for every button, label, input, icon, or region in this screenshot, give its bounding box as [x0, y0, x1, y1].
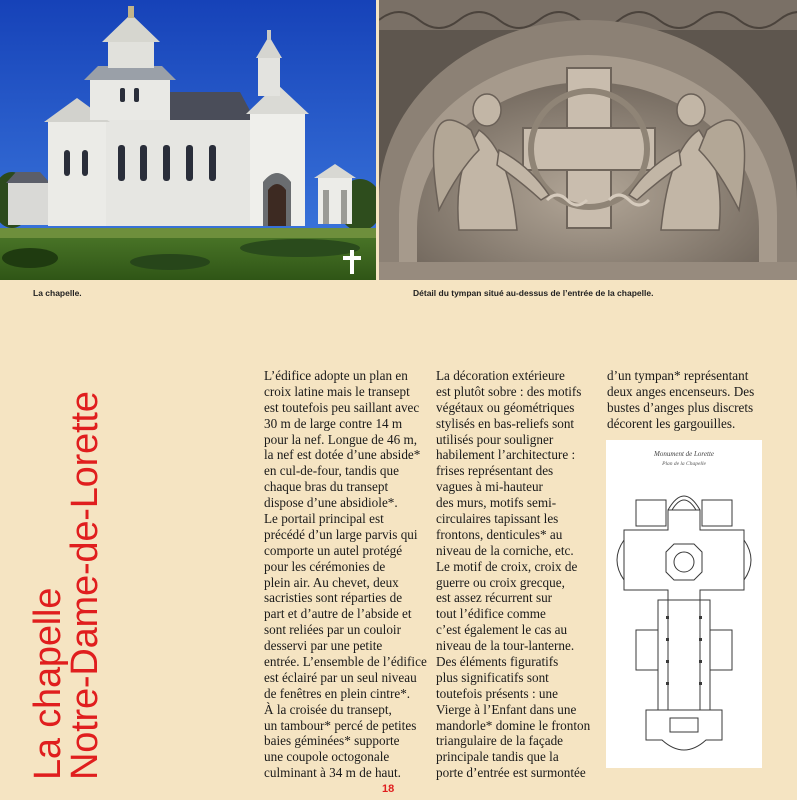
text-line: deux anges encenseurs. Des: [607, 383, 755, 399]
text-line: pour la nef. Longue de 46 m,: [264, 431, 418, 447]
text-line: frises représentant des: [436, 463, 554, 479]
page-title-line1: La chapelle: [27, 587, 69, 780]
text-line: comporte un autel protégé: [264, 542, 403, 558]
text-line: croix latine mais le transept: [264, 383, 410, 399]
text-line: d’un tympan* représentant: [607, 368, 749, 383]
text-line: Des éléments figuratifs: [436, 654, 559, 670]
floor-plan-heading-2: Plan de la Chapelle: [662, 461, 706, 467]
text-line: plus significatifs sont: [436, 669, 549, 685]
text-line: végétaux ou géométriques: [436, 399, 575, 415]
text-line: part et d’autre de l’abside et: [264, 606, 412, 622]
text-line: plein air. Au chevet, deux: [264, 574, 399, 590]
text-line: La décoration extérieure: [436, 368, 565, 383]
text-line: À la croisée du transept,: [264, 701, 392, 717]
text-line: une coupole octogonale: [264, 749, 390, 765]
text-line: principale tandis que la: [436, 749, 559, 765]
text-line: est toutefois peu saillant avec: [264, 399, 420, 415]
tympanum-photo-caption: Détail du tympan situé au-dessus de l’entrée de la chapelle.: [413, 288, 654, 298]
text-line: sont reliées par un couloir: [264, 622, 401, 638]
text-column-1: [264, 368, 427, 781]
chapel-illustration: [0, 0, 376, 280]
text-line: pour les cérémonies de: [264, 558, 386, 574]
chapel-photo: [0, 0, 376, 280]
text-line: porte d’entrée est surmontée: [436, 765, 586, 781]
text-line: Le motif de croix, croix de: [436, 558, 578, 574]
text-line: vagues à mi-hauteur: [436, 479, 543, 495]
text-line: est éclairé par un seul niveau: [264, 669, 417, 685]
tympanum-illustration: [379, 0, 797, 280]
text-column-3: [607, 368, 754, 432]
text-line: en cul-de-four, tandis que: [264, 463, 399, 479]
text-column-2: [436, 368, 590, 781]
page-number: 18: [382, 783, 395, 795]
text-line: entrée. L’ensemble de l’édifice: [264, 654, 427, 670]
text-line: Vierge à l’Enfant dans une: [436, 701, 577, 717]
floor-plan-heading-1: Monument de Lorette: [653, 450, 715, 458]
text-line: mandorle* domine le fronton: [436, 717, 591, 733]
text-line: précédé d’un large parvis qui: [264, 526, 418, 542]
text-line: stylisés en bas-reliefs sont: [436, 415, 575, 431]
text-line: de fenêtres en plein cintre*.: [264, 685, 411, 701]
text-line: est assez récurrent sur: [436, 590, 553, 606]
page-title: [27, 391, 106, 780]
text-line: sacristies sont réparties de: [264, 590, 403, 606]
text-line: un tambour* percé de petites: [264, 717, 417, 733]
text-line: tout l’édifice comme: [436, 606, 546, 622]
text-line: niveau de la tour-lanterne.: [436, 638, 575, 654]
floor-plan-drawing: [606, 440, 762, 768]
text-line: L’édifice adopte un plan en: [264, 368, 408, 383]
text-line: c’est également le cas au: [436, 622, 568, 638]
text-line: est plutôt sobre : des motifs: [436, 383, 582, 399]
text-line: guerre ou croix grecque,: [436, 574, 565, 590]
text-line: desservi par une petite: [264, 638, 383, 654]
text-line: culminant à 34 m de haut.: [264, 765, 401, 781]
text-line: bustes d’anges plus discrets: [607, 399, 754, 415]
text-line: baies géminées* supporte: [264, 733, 400, 749]
text-line: niveau de la corniche, etc.: [436, 542, 574, 558]
text-line: la nef est dotée d’une abside*: [264, 447, 421, 463]
text-line: Le portail principal est: [264, 511, 384, 527]
text-line: chaque bras du transept: [264, 479, 389, 495]
chapel-photo-caption: La chapelle.: [33, 288, 82, 298]
text-line: toutefois présents : une: [436, 685, 558, 701]
text-line: 30 m de large contre 14 m: [264, 415, 403, 431]
page-title-line2: Notre-Dame-de-Lorette: [64, 391, 106, 780]
text-line: décorent les gargouilles.: [607, 415, 736, 431]
text-line: dispose d’une absidiole*.: [264, 495, 398, 511]
text-line: frontons, denticules* au: [436, 526, 563, 542]
text-line: triangulaire de la façade: [436, 733, 564, 749]
text-line: circulaires tapissant les: [436, 511, 559, 527]
tympanum-photo: [379, 0, 797, 280]
text-line: utilisés pour souligner: [436, 431, 554, 447]
text-line: habilement l’architecture :: [436, 447, 576, 463]
floor-plan-image: [606, 440, 762, 768]
text-line: des murs, motifs semi-: [436, 495, 557, 511]
